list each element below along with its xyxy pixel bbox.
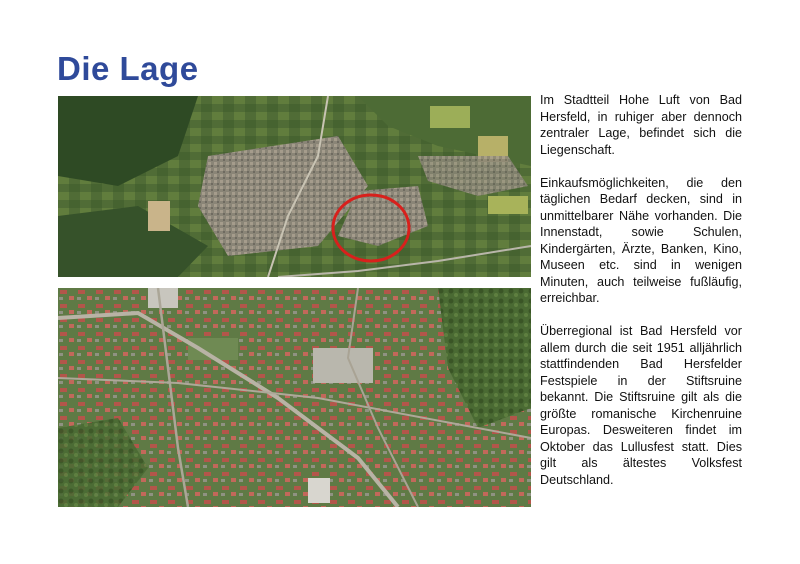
- page-title: Die Lage: [57, 50, 199, 87]
- description-text: [540, 92, 742, 505]
- paragraph-amenities: Einkaufsmöglichkeiten, die den täglichen Bedarf decken, sind in unmittelbarer Nähe vorhanden. Die Innenstadt, sowie Schulen, Kindergärten, Ärzte, Banken, Kino, Museen etc. sind in wenigen Minuten, auch teilweise fußläufig, erreichbar.: [540, 175, 742, 305]
- aerial-detail-map-icon: [58, 288, 531, 507]
- aerial-overview-map-icon: [58, 96, 531, 277]
- aerial-detail-image: [58, 288, 531, 507]
- paragraph-location: Im Stadtteil Hohe Luft von Bad Hersfeld, in ruhiger aber dennoch zentraler Lage, befindet sich die Liegenschaft.: [540, 93, 742, 157]
- paragraph-regional: Überregional ist Bad Hersfeld vor allem durch die seit 1951 alljährlich stattfindenden Bad Hersfelder Festspiele in der Stiftsruine bekannt. Die Stiftsruine gilt als die größte romanische Kirchenruine Europas. Desweiteren findet im Oktober das Lullusfest statt. Dies gilt als ältestes Volksfest Deutschland.: [540, 324, 742, 487]
- aerial-overview-image: [58, 96, 531, 277]
